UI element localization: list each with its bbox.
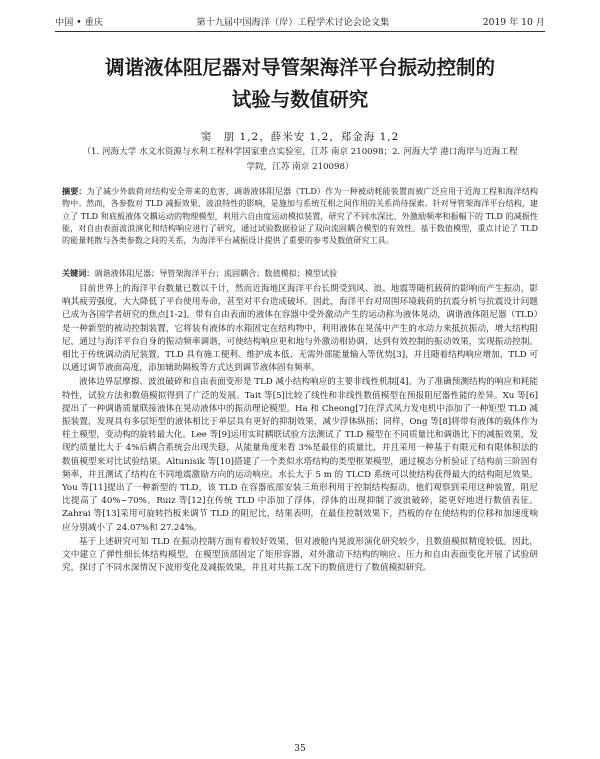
paper-title-line1: 调谐液体阻尼器对导管架海洋平台振动控制的	[104, 56, 495, 79]
affiliations: （1. 河海大学 水文水资源与水利工程科学国家重点实验室，江苏 南京 210098；2. 河海大学 港口海岸与近海工程学院，江苏 南京 210098）	[82, 147, 518, 172]
header-location: 中国 • 重庆	[55, 17, 104, 28]
author-list: 窦 朋 1,2，薛米安 1,2，郑金海 1,2	[200, 131, 400, 143]
keywords-text: 调谐液体阻尼器；导管架海洋平台；流固耦合；数值模拟；模型试验	[94, 268, 338, 278]
header-rule	[55, 31, 545, 32]
body-paragraph: 基于上述研究可知 TLD 在振动控制方面有着较好效果，但对液舱内晃波形演化研究较少，且数值模拟精度较低。因此，文中建立了弹性细长体结构模型，在模型顶部固定了矩形容器，对外激动下结构的响应、压力和自由表面变化开展了试验研究，探讨了不同水深情况下波形变化及减振效果，并且对共振工况下的数值进行了数值模拟研究。	[62, 536, 538, 574]
keywords	[62, 267, 538, 279]
keywords-label: 关键词：	[62, 268, 95, 278]
body-paragraph: 液体边界层摩擦、波浪破碎和自由表面变形是 TLD 减小结构响应的主要非线性机制[4]。为了准确预测结构的响应和耗能特性，试验方法和数值模拟得到了广泛的发展。Tait 等[5]比较了线性和非线性数值模型在预报阻尼器性能的差异。Xu 等[6]提出了一种调谐质量联接液体在晃动液体中的振动理论模型。Ha 和 Cheong[7]在浮式风力发电机中添加了一种矩型 TLD 减振装置，发现具有多层矩型的液体相比于单层具有更好的抑制效果，减少浮体纵摇；同样，Ong 等[8]将带有液体的载体作为柱土模型，变动构的旋转最大化。Lee 等[9]运用实时耦联试验方法测试了 TLD 模型在不同质量比和调谐比下的减振效果，发现约质量比大于 4%后耦合系统会出现失稳，从能量角度来看 3%是最佳的质量比，并且采用一种基于有限元和有限体积法的数值模型来对比试验结果。Altunisik 等[10]搭建了一个类似水塔结构的类型框架模型，通过模态分析验证了结构前三阶固有频率，并且测试了结构在不同地震激励方向的运动响应。水长大于 5 m 的 TLCD 系统可以使结构获得最大的结构阻尼效果。You 等[11]提出了一种新型的 TLD，该 TLD 在容器底部安装三角形利用于控制结构振动，他们观察到采用这种装置，阻尼比提高了 40%~70%。Ruiz 等[12]在传统 TLD 中添加了浮体，浮体的出现抑制了波浪破碎，能更好地进行数值表征。Zahrai 等[13]采用可旋转挡板来调节 TLD 的阻尼比，结果表明，在最佳控制效果下，挡板的存在使结构的位移和加速度响应分别减小了 24.07%和 27.24%。	[62, 377, 538, 533]
page-number: 35	[294, 744, 306, 754]
header-proceedings: 第十九届中国海洋（岸）工程学术讨论会论文集	[196, 17, 390, 28]
running-header	[55, 14, 545, 28]
abstract-label: 摘要：	[62, 186, 87, 196]
paper-title-line2: 试验与数值研究	[231, 88, 369, 111]
body-text	[62, 283, 538, 576]
body-paragraph: 目前世界上的海洋平台数量已数以千计，然而近海地区海洋平台长期受到风、浪、地震等随机载荷的影响而产生振动，影响其疲劳强度，大大降低了平台使用寿命，甚至对平台造成破坏。因此，海洋平台对周围环境载荷的抗震分析与抗震设计问题已成为各国学者研究的焦点[1-2]。带有自由表面的液体在容器中受外激动产生的运动称为液体晃动，调谐液体阻尼器（TLD）是一种新型的被动控制装置，它将装有液体的水箱固定在结构物中，利用液体在晃荡中产生的水动力来抵抗振动，增大结构阻尼，通过与海洋平台自身的振动频率调谐，可使结构响应更和地与外激动相协调，达到有效控制的振动效果，实现振动控制。相比于传统调动消尼装置，TLD 具有施工便利、维护成本低、无需外部能量输入等优势[3]，并且随着结构响应增加，TLD 可以通过调节液面高度，添加辅助隔板等方式达到调节液体固有频率。	[62, 284, 538, 374]
abstract	[62, 185, 538, 246]
abstract-text: 为了减少外载荷对结构安全带来的危害，调谐液体阻尼器（TLD）作为一种被动耗能装置而被广泛应用于近海工程和海洋结构物中。然而，各参数对 TLD 减振效果、波浪特性的影响，是施加与系统互相之间作用的关系尚待探索。针对导管架海洋平台结构，建立了 TLD 和底板液体交耦运动的物理模型，利用六自由度运动模拟装置，研究了不同水深比、外激励频率和振幅下的 TLD 的减振性能，对自由表面波浪演化和结构响应进行了研究，通过试验数据验证了双向流固耦合模型的有效性。基于数值模型，重点讨论了 TLD 的能量耗散与各类参数之间的关系，为海洋平台减振设计提供了重要的参考及数值研究工具。	[62, 186, 538, 246]
header-date: 2019 年 10 月	[482, 17, 545, 28]
